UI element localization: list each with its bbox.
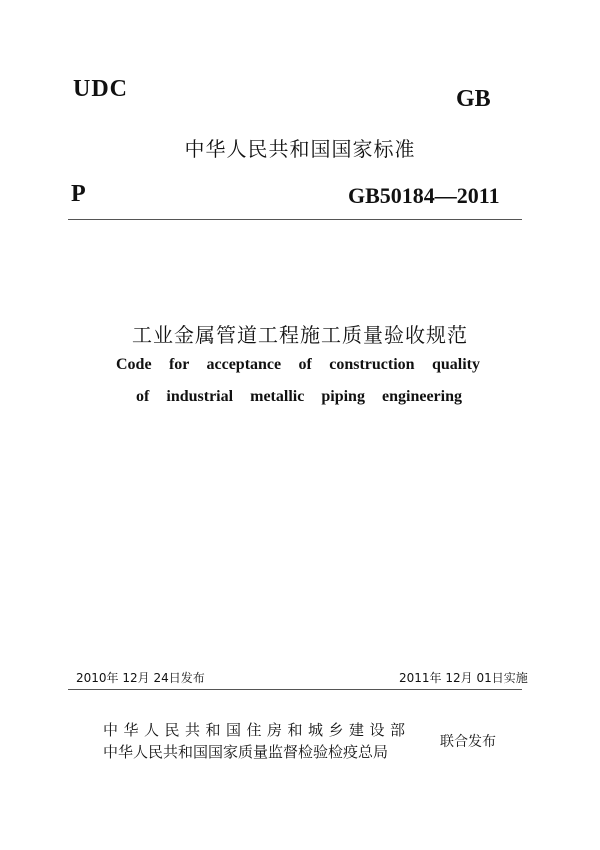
classification-code: P: [71, 181, 86, 207]
title-chinese: 工业金属管道工程施工质量验收规范: [132, 323, 468, 347]
header-divider: [68, 219, 522, 220]
issue-date: 2010年 12月 24日发布: [76, 671, 205, 685]
standard-name: 中华人民共和国国家标准: [184, 137, 416, 161]
standard-number: GB50184—2011: [348, 183, 500, 208]
footer-divider: [68, 689, 522, 690]
gb-mark: GB: [456, 86, 491, 112]
title-english-line1: Code for acceptance of construction quality: [116, 356, 480, 373]
issuer-ministry-housing: 中华人民共和国住房和城乡建设部: [103, 721, 405, 739]
implementation-date: 2011年 12月 01日实施: [399, 671, 528, 685]
issuer-aqsiq: 中华人民共和国国家质量监督检验检疫总局: [103, 743, 389, 761]
udc-label: UDC: [73, 76, 128, 102]
joint-release-label: 联合发布: [440, 734, 496, 750]
title-english-line2: of industrial metallic piping engineering: [136, 388, 462, 405]
